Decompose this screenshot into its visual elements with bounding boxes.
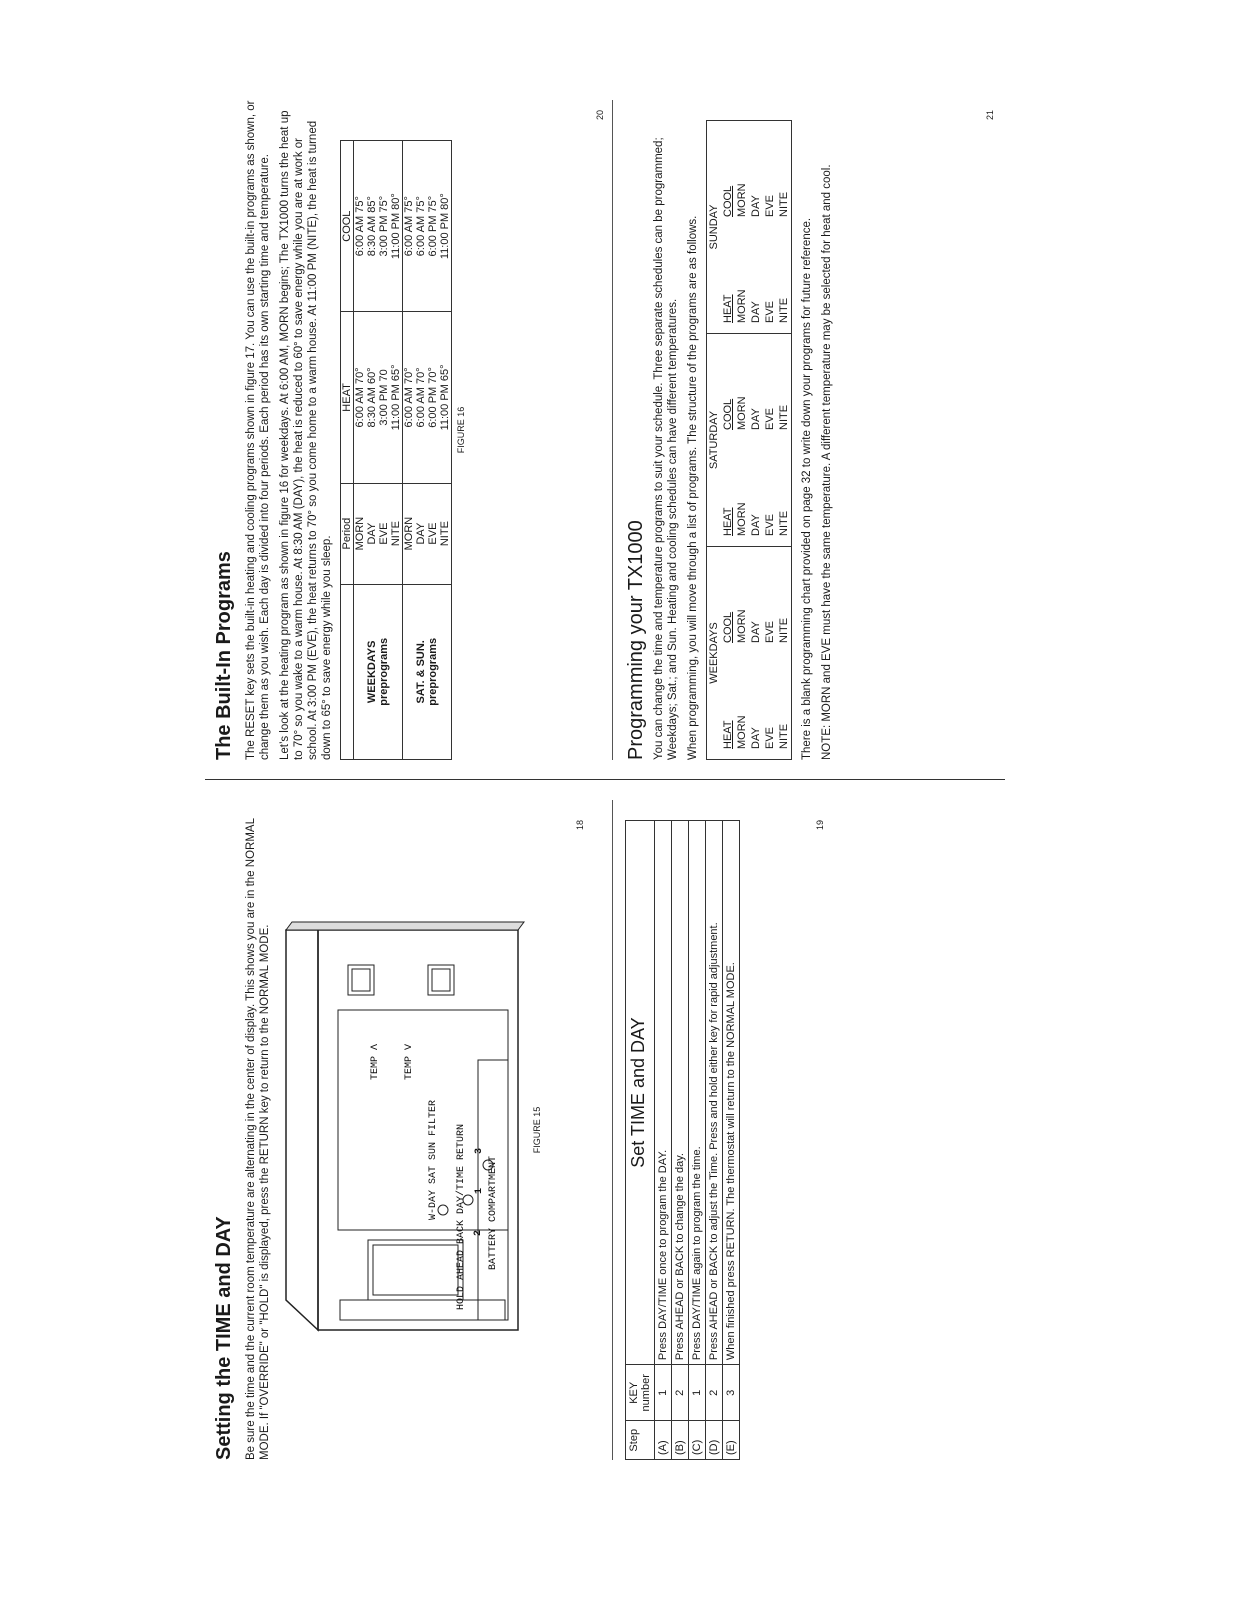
temp-up-label: TEMP Λ bbox=[370, 1043, 381, 1080]
heat-cell: 6:00 AM 70° bbox=[354, 312, 367, 483]
period-cell: EVE bbox=[764, 726, 776, 749]
period-cell: MORN bbox=[736, 609, 748, 643]
header-number-label: number bbox=[640, 1374, 652, 1412]
page-number-21: 21 bbox=[985, 109, 995, 120]
col-heat: HEAT bbox=[341, 312, 354, 483]
period-cell: DAY bbox=[750, 195, 762, 217]
page-21-para1: You can change the time and temperature programs to suit your schedule. Three separate schedules can be programmed; Weekdays; Sat.; and Sun. Heating and cooling schedules can have different temperatures. bbox=[653, 137, 679, 760]
col-cool: COOL bbox=[341, 141, 354, 312]
period-cell: NITE bbox=[778, 723, 790, 749]
table-row bbox=[735, 121, 749, 760]
period-cell: NITE bbox=[390, 483, 403, 584]
row-step: (A) bbox=[655, 1421, 672, 1460]
period-cell: DAY bbox=[415, 483, 427, 584]
row-text: When finished press RETURN. The thermostat will return to the NORMAL MODE. bbox=[723, 821, 740, 1365]
group-weekdays: WEEKDAYS bbox=[708, 622, 720, 684]
page-18-title: Setting the TIME and DAY bbox=[213, 1216, 235, 1460]
program-structure-table bbox=[706, 120, 792, 760]
row-key: 3 bbox=[723, 1365, 740, 1421]
row-key: 1 bbox=[655, 1365, 672, 1421]
header-step: Step bbox=[626, 1421, 655, 1460]
set-time-day-table bbox=[625, 820, 740, 1460]
period-cell: NITE bbox=[778, 191, 790, 217]
cool-cell: 11:00 PM 80° bbox=[439, 193, 451, 260]
period-cell: EVE bbox=[763, 440, 777, 547]
page-number-20: 20 bbox=[595, 109, 605, 120]
figure-15-thermostat bbox=[278, 920, 528, 1340]
page-18-intro: Be sure the time and the current room temperature are alternating in the center of display. This shows you are in the NORMAL MODE. If "OVERRIDE" or "HOLD" is displayed, press the RETURN key to return to the NORMAL MODE. bbox=[245, 818, 271, 1460]
period-cell: NITE bbox=[778, 617, 790, 643]
heat-cell: 11:00 PM 65° bbox=[439, 312, 452, 483]
cool-cell: 6:00 AM 75° bbox=[354, 196, 366, 257]
row-text: Press DAY/TIME once to program the DAY. bbox=[655, 821, 672, 1365]
row-step: (D) bbox=[706, 1421, 723, 1460]
period-cell: MORN bbox=[735, 227, 749, 334]
cool-cell: 3:00 PM 75° bbox=[378, 195, 390, 257]
page-20 bbox=[205, 100, 615, 760]
cool-cell: 6:00 AM 75° bbox=[415, 196, 427, 257]
figure-16-preprograms-table bbox=[340, 140, 452, 760]
group-sublabel: preprograms bbox=[378, 637, 390, 706]
page-divider-left bbox=[612, 800, 613, 1460]
heat-cell: 6:00 AM 70° bbox=[415, 312, 427, 483]
page-21-title: Programming your TX1000 bbox=[625, 520, 647, 760]
period-cell: DAY bbox=[749, 227, 763, 334]
period-cell: DAY bbox=[366, 483, 378, 584]
table-row bbox=[723, 821, 740, 1460]
row-text: Press AHEAD or BACK to adjust the Time. Press and hold either key for rapid adjustment. bbox=[706, 821, 723, 1365]
heat-cell: 6:00 AM 70° bbox=[403, 312, 416, 483]
col-cool: COOL bbox=[722, 611, 734, 643]
page-number-18: 18 bbox=[575, 819, 585, 830]
table-row bbox=[354, 141, 367, 760]
figure-15-caption: FIGURE 15 bbox=[532, 1106, 542, 1154]
period-cell: EVE bbox=[763, 227, 777, 334]
cool-cell: 8:30 AM 85° bbox=[366, 196, 378, 257]
period-cell: EVE bbox=[764, 620, 776, 643]
page-21 bbox=[625, 100, 1005, 760]
cool-cell: 11:00 PM 80° bbox=[390, 193, 402, 260]
group-saturday: SATURDAY bbox=[707, 334, 722, 547]
period-cell: MORN bbox=[354, 483, 367, 584]
row-step: (C) bbox=[689, 1421, 706, 1460]
battery-label: BATTERY COMPARTMENT bbox=[488, 1155, 499, 1270]
page-21-para3: There is a blank programming chart provided on page 32 to write down your programs for future reference. bbox=[801, 217, 813, 760]
row-key: 1 bbox=[689, 1365, 706, 1421]
period-cell: DAY bbox=[750, 727, 762, 749]
page-number-19: 19 bbox=[815, 819, 825, 830]
col-heat: HEAT bbox=[721, 227, 735, 334]
figure-16-caption: FIGURE 16 bbox=[456, 406, 466, 454]
col-cool: COOL bbox=[722, 185, 734, 217]
cool-cell: 6:00 AM 75° bbox=[403, 141, 416, 312]
heat-cell: 6:00 PM 70° bbox=[427, 312, 439, 483]
table-row bbox=[763, 121, 777, 760]
page-21-note: NOTE: MORN and EVE must have the same temperature. A different temperature may be selected for heat and cool. bbox=[821, 164, 833, 760]
top-keys-label: W-DAY SAT SUN FILTER bbox=[428, 1099, 439, 1220]
period-cell: DAY bbox=[749, 440, 763, 547]
group-header-spacer bbox=[341, 584, 354, 759]
group-sunday: SUNDAY bbox=[707, 121, 722, 334]
callout-2: 2 bbox=[473, 1229, 484, 1236]
table-row bbox=[672, 821, 689, 1460]
header-key bbox=[626, 1365, 655, 1421]
thermostat-drawing bbox=[278, 920, 528, 1340]
table-title: Set TIME and DAY bbox=[626, 821, 655, 1365]
page-19 bbox=[625, 800, 855, 1460]
period-cell: DAY bbox=[750, 621, 762, 643]
row-step: (B) bbox=[672, 1421, 689, 1460]
period-cell: MORN bbox=[735, 440, 749, 547]
page-21-para2: When programming, you will move through a list of programs. The structure of the programs are as follows. bbox=[687, 215, 699, 760]
group-label: WEEKDAYS bbox=[366, 640, 378, 704]
period-cell: MORN bbox=[403, 483, 416, 584]
col-heat: HEAT bbox=[721, 440, 735, 547]
row-text: Press DAY/TIME again to program the time. bbox=[689, 821, 706, 1365]
col-heat: HEAT bbox=[722, 720, 734, 749]
row-step: (E) bbox=[723, 1421, 740, 1460]
table-row bbox=[749, 121, 763, 760]
group-weekend bbox=[403, 584, 452, 759]
page-20-para2: Let’s look at the heating program as shown in figure 16 for weekdays. At 6:00 AM, MORN begins; The TX1000 turns the heat up to 70° so you wake to a warm house. At 8:30 AM (DAY), the heat is reduced to 60° to save energy while you are at work or school. At 3:00 PM (EVE), the heat returns to 70° so you come home to a warm house. At 11:00 PM (NITE), the heat is turned down to 65° to save energy while you sleep. bbox=[279, 110, 333, 760]
col-cool: COOL bbox=[722, 398, 734, 430]
table-row bbox=[777, 121, 792, 760]
period-cell: NITE bbox=[778, 404, 790, 430]
page-20-para1: The RESET key sets the built-in heating and cooling programs shown in figure 17. You can use the built-in programs as shown, or change them as you wish. Each day is divided into four periods. Each period has its own starting time and temperature. bbox=[245, 100, 271, 760]
table-row bbox=[403, 141, 416, 760]
callout-1: 1 bbox=[474, 1187, 485, 1194]
group-label: SAT. & SUN. bbox=[415, 640, 427, 704]
group-weekdays bbox=[354, 584, 403, 759]
period-cell: EVE bbox=[427, 483, 439, 584]
table-row bbox=[689, 821, 706, 1460]
header-key-label: KEY bbox=[628, 1381, 640, 1404]
period-cell: NITE bbox=[439, 483, 452, 584]
table-row bbox=[706, 821, 723, 1460]
page-20-title: The Built-In Programs bbox=[213, 551, 235, 760]
row-key: 2 bbox=[706, 1365, 723, 1421]
period-cell: EVE bbox=[764, 194, 776, 217]
period-cell: MORN bbox=[736, 183, 748, 217]
period-cell: DAY bbox=[750, 408, 762, 430]
period-cell: EVE bbox=[378, 483, 390, 584]
page-18 bbox=[205, 800, 595, 1460]
period-cell: EVE bbox=[764, 407, 776, 430]
bottom-keys-label: HOLD AHEAD BACK DAY/TIME RETURN bbox=[456, 1123, 467, 1310]
period-cell: MORN bbox=[736, 396, 748, 430]
period-cell: NITE bbox=[777, 227, 792, 334]
table-row bbox=[655, 821, 672, 1460]
group-sublabel: preprograms bbox=[427, 637, 439, 706]
col-period: Period bbox=[341, 483, 354, 584]
row-key: 2 bbox=[672, 1365, 689, 1421]
spread-gutter bbox=[205, 779, 1005, 780]
callout-3: 3 bbox=[474, 1147, 485, 1154]
row-text: Press AHEAD or BACK to change the day. bbox=[672, 821, 689, 1365]
heat-cell: 3:00 PM 70 bbox=[378, 312, 390, 483]
heat-cell: 8:30 AM 60° bbox=[366, 312, 378, 483]
period-cell: NITE bbox=[777, 440, 792, 547]
temp-down-label: TEMP V bbox=[404, 1043, 415, 1080]
heat-cell: 11:00 PM 65° bbox=[390, 312, 403, 483]
period-cell: MORN bbox=[736, 715, 748, 749]
cool-cell: 6:00 PM 75° bbox=[427, 195, 439, 257]
